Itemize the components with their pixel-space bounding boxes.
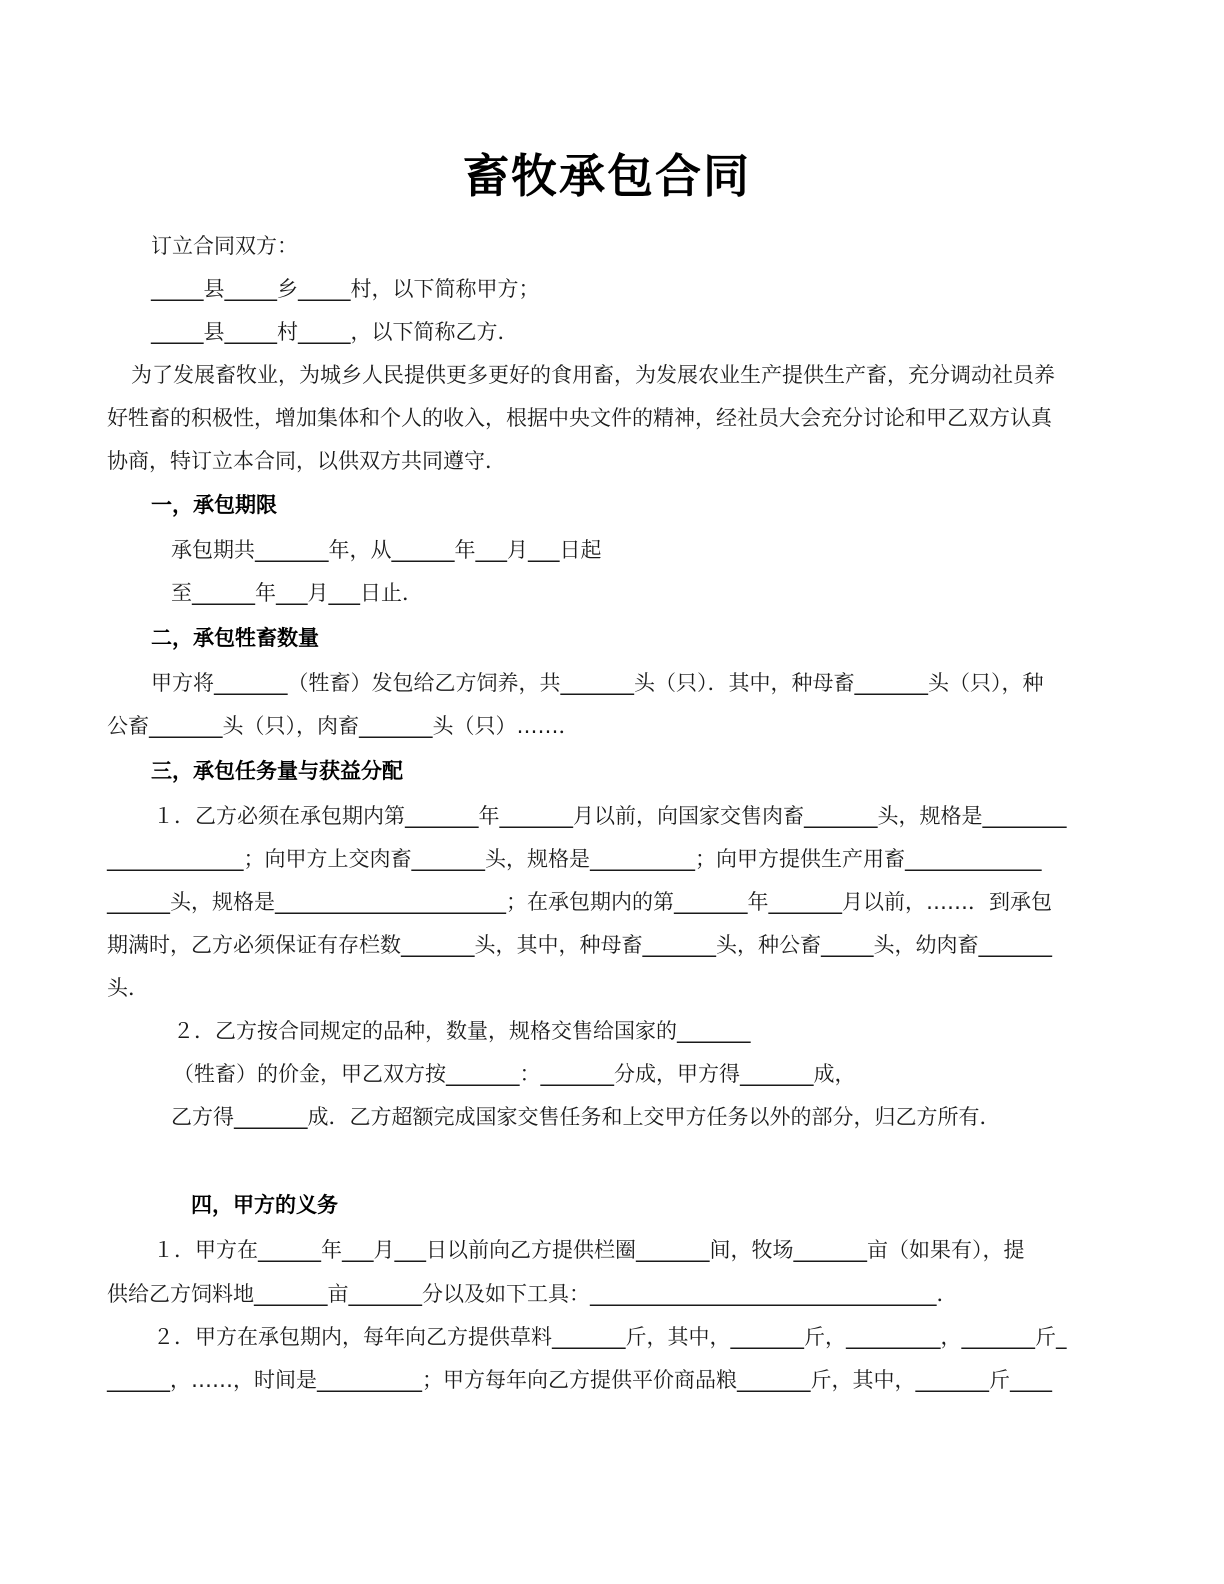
term-line-2: 至______年___月___日止． bbox=[171, 581, 423, 605]
duty-line-2: 供给乙方饲料地_______亩_______分以及如下工具：_________________________________． bbox=[107, 1282, 958, 1306]
preamble-line-2: 好牲畜的积极性，增加集体和个人的收入，根据中央文件的精神，经社员大会充分讨论和甲乙双方认真 bbox=[107, 406, 1052, 430]
share-line-3: 乙方得_______成．乙方超额完成国家交售任务和上交甲方任务以外的部分，归乙方所有． bbox=[171, 1105, 1001, 1129]
livestock-line-2: 公畜_______头（只），肉畜_______头（只）……． bbox=[107, 714, 580, 738]
preamble-line-3: 协商，特订立本合同，以供双方共同遵守． bbox=[107, 449, 506, 473]
section-heading-1: 一，承包期限 bbox=[151, 493, 277, 517]
duty-line-4: ______，……，时间是__________；甲方每年向乙方提供平价商品粮_______斤，其中，_______斤____ bbox=[107, 1368, 1052, 1392]
party-a-line: _____县_____乡_____村，以下简称甲方； bbox=[151, 277, 540, 301]
duty-line-3: ２．甲方在承包期内，每年向乙方提供草料_______斤，其中，_______斤，_________，_______斤_ bbox=[153, 1325, 1067, 1349]
task-line-4: 期满时，乙方必须保证有存栏数_______头，其中，种母畜_______头，种公畜_____头，幼肉畜_______ bbox=[107, 933, 1052, 957]
section-heading-3: 三，承包任务量与获益分配 bbox=[151, 759, 403, 783]
preamble-line-1: 为了发展畜牧业，为城乡人民提供更多更好的食用畜，为发展农业生产提供生产畜，充分调动社员养 bbox=[131, 363, 1055, 387]
task-line-2: _____________；向甲方上交肉畜_______头，规格是__________；向甲方提供生产用畜_____________ bbox=[107, 847, 1042, 871]
task-line-3: ______头，规格是______________________；在承包期内的第_______年_______月以前，……．到承包 bbox=[107, 890, 1052, 914]
task-line-1: １．乙方必须在承包期内第_______年_______月以前，向国家交售肉畜_______头，规格是________ bbox=[153, 804, 1067, 828]
section-heading-4: 四，甲方的义务 bbox=[191, 1193, 338, 1217]
party-b-line: _____县_____村_____，以下简称乙方． bbox=[151, 320, 519, 344]
share-line-1: ２．乙方按合同规定的品种，数量，规格交售给国家的_______ bbox=[173, 1019, 751, 1043]
share-line-2: （牲畜）的价金，甲乙双方按_______：_______分成，甲方得_______成， bbox=[173, 1062, 856, 1086]
intro-parties: 订立合同双方： bbox=[151, 234, 298, 258]
section-heading-2: 二，承包牲畜数量 bbox=[151, 626, 319, 650]
livestock-line-1: 甲方将_______（牲畜）发包给乙方饲养，共_______头（只）．其中，种母畜_______头（只），种 bbox=[151, 671, 1044, 695]
duty-line-1: １．甲方在______年___月___日以前向乙方提供栏圈_______间，牧场_______亩（如果有），提 bbox=[153, 1238, 1025, 1262]
term-line-1: 承包期共_______年，从______年___月___日起 bbox=[171, 538, 602, 562]
document-title: 畜牧承包合同 bbox=[463, 149, 751, 203]
task-line-5: 头． bbox=[107, 976, 149, 1000]
